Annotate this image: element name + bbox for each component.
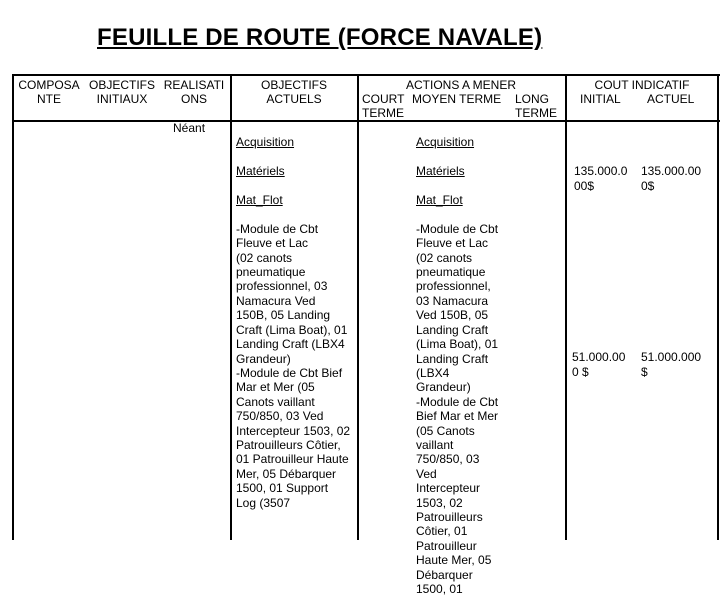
cout-actuel-flot-fleuve: 135.000.00 0$ <box>641 164 702 193</box>
header-realisations: REALISATI ONS <box>163 78 225 106</box>
header-cout-group: COUT INDICATIF <box>594 78 690 92</box>
column-divider <box>357 74 359 540</box>
table-left-border <box>12 74 14 540</box>
moyen-terme-category: Mat_Flot <box>416 193 463 208</box>
moyen-terme-subheading: Matériels <box>416 164 465 179</box>
column-divider <box>565 74 567 540</box>
objectifs-actuels-subheading: Matériels <box>236 164 285 179</box>
header-actuel: ACTUEL <box>647 92 695 106</box>
realisations-value: Néant <box>173 121 206 135</box>
objectifs-actuels-heading: Acquisition <box>236 135 295 150</box>
cout-actuel-flot-mer: 51.000.000 $ <box>641 350 702 379</box>
column-divider <box>230 74 232 540</box>
header-initial: INITIAL <box>580 92 621 106</box>
header-long-terme: LONG TERME <box>515 92 557 120</box>
page-title: FEUILLE DE ROUTE (FORCE NAVALE) <box>97 24 543 51</box>
moyen-terme-heading: Acquisition <box>416 135 475 150</box>
cout-initial-flot-mer: 51.000.00 0 $ <box>572 350 626 379</box>
header-actions-group: ACTIONS A MENER <box>405 78 517 92</box>
objectifs-actuels-category: Mat_Flot <box>236 193 283 208</box>
table-right-border <box>717 74 719 540</box>
header-objectifs-initiaux: OBJECTIFS INITIAUX <box>88 78 155 106</box>
moyen-terme-text <box>416 121 516 611</box>
moyen-terme-body: -Module de Cbt Fleuve et Lac (02 canots pneumatique professionnel, 03 Namacura Ved 150B, 05 Landing Craft (Lima Boat), 01 Landing Craft (LBX4 Grandeur) -Module de Cbt Bief Mar et Mer (05 Canots vaillant 750/850, 03 Ved Intercepteur 1503, 02 Patrouilleurs Côtier, 01 Patrouilleur Haute Mer, 05 Débarquer 1500, 01 <box>416 221 499 596</box>
objectifs-actuels-text <box>236 121 356 524</box>
header-objectifs-actuels: OBJECTIFS ACTUELS <box>260 78 327 106</box>
header-bottom-border <box>12 120 720 122</box>
header-composante: COMPOSA NTE <box>18 78 80 106</box>
header-court-terme: COURT TERME <box>362 92 405 120</box>
cout-initial-flot-fleuve: 135.000.0 00$ <box>574 164 628 193</box>
objectifs-actuels-body: -Module de Cbt Fleuve et Lac (02 canots pneumatique professionnel, 03 Namacura Ved 150B, 05 Landing Craft (Lima Boat), 01 Landing Craft (LBX4 Grandeur) -Module de Cbt Bief Mar et Mer (05 Canots vaillant 750/850, 03 Ved Intercepteur 1503, 02 Patrouilleurs Côtier, 01 Patrouilleur Haute Mer, 05 Débarquer 1500, 01 Support Log (3507 <box>236 221 351 510</box>
header-moyen-terme: MOYEN TERME <box>412 92 502 106</box>
table-top-border <box>12 74 720 76</box>
